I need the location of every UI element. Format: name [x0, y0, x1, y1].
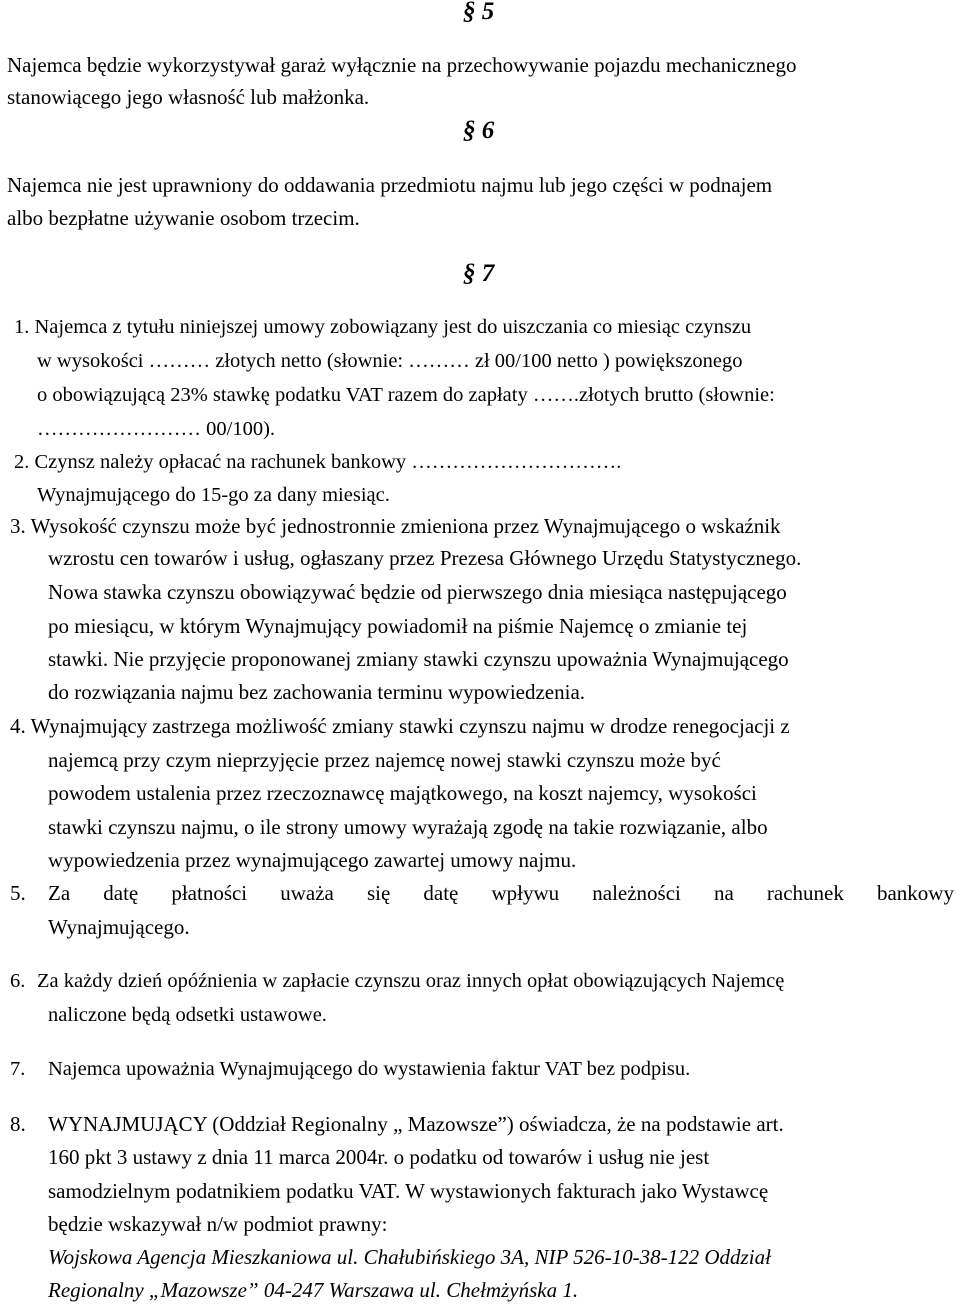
item6-line-2: naliczone będą odsetki ustawowe.: [48, 1004, 327, 1026]
item3-line-4: po miesiącu, w którym Wynajmujący powiadomił na piśmie Najemcę o zmianie tej: [48, 614, 748, 638]
item5-word: na: [713, 881, 734, 905]
item3-line-6: do rozwiązania najmu bez zachowania terminu wypowiedzenia.: [48, 680, 586, 704]
item8-entity-line-2: Regionalny „Mazowsze” 04-247 Warszawa ul. Chełmżyńska 1.: [48, 1278, 579, 1302]
item3-line-2: wzrostu cen towarów i usług, ogłaszany przez Prezesa Głównego Urzędu Statystycznego.: [48, 546, 802, 570]
item8-number: 8.: [10, 1112, 26, 1136]
item4-line-5: wypowiedzenia przez wynajmującego zawartej umowy najmu.: [48, 848, 577, 872]
item4-line-3: powodem ustalenia przez rzeczoznawcę majątkowego, na koszt najemcy, wysokości: [48, 781, 757, 805]
item4-line-4: stawki czynszu najmu, o ile strony umowy wyrażają zgodę na takie rozwiązanie, albo: [48, 815, 768, 839]
item5-word: wpływu: [491, 881, 560, 905]
item5-word: datę: [423, 881, 459, 905]
item6-number: 6.: [10, 970, 26, 992]
section-7-heading: § 7: [463, 260, 495, 287]
item1-line-2: w wysokości ……… złotych netto (słownie: ……… zł 00/100 netto ) powiększonego: [37, 350, 743, 372]
item8-line-1: WYNAJMUJĄCY (Oddział Regionalny „ Mazowsze”) oświadcza, że na podstawie art.: [48, 1112, 784, 1136]
item8-line-3: samodzielnym podatnikiem podatku VAT. W wystawionych fakturach jako Wystawcę: [48, 1179, 769, 1203]
item4-line-1: 4. Wynajmujący zastrzega możliwość zmiany stawki czynszu najmu w drodze renegocjacji z: [10, 714, 790, 738]
item6-line-1: Za każdy dzień opóźnienia w zapłacie czynszu oraz innych opłat obowiązujących Najemcę: [37, 970, 785, 992]
par5-line-1: Najemca będzie wykorzystywał garaż wyłącznie na przechowywanie pojazdu mechanicznego: [7, 53, 797, 77]
item5-word: należności: [592, 881, 681, 905]
item1-line-4: …………………… 00/100).: [37, 418, 276, 440]
item5-word: płatności: [171, 881, 248, 905]
par5-line-2: stanowiącego jego własność lub małżonka.: [7, 85, 370, 109]
item8-line-4: będzie wskazywał n/w podmiot prawny:: [48, 1212, 388, 1236]
item1-line-3: o obowiązującą 23% stawkę podatku VAT razem do zapłaty …….złotych brutto (słownie:: [37, 384, 775, 406]
item3-line-5: stawki. Nie przyjęcie proponowanej zmiany stawki czynszu upoważnia Wynajmującego: [48, 647, 789, 671]
item2-line-2: Wynajmującego do 15-go za dany miesiąc.: [37, 484, 390, 506]
par6-line-1: Najemca nie jest uprawniony do oddawania przedmiotu najmu lub jego części w podnajem: [7, 173, 773, 197]
item8-line-2: 160 pkt 3 ustawy z dnia 11 marca 2004r. o podatku od towarów i usług nie jest: [48, 1145, 710, 1169]
section-6-heading: § 6: [463, 117, 495, 144]
item7-line-1: Najemca upoważnia Wynajmującego do wystawienia faktur VAT bez podpisu.: [48, 1058, 691, 1080]
item5-word: datę: [103, 881, 139, 905]
item8-entity-line-1: Wojskowa Agencja Mieszkaniowa ul. Chałubińskiego 3A, NIP 526-10-38-122 Oddział: [48, 1245, 771, 1269]
item5-word: Za: [48, 881, 71, 905]
section-5-heading: § 5: [463, 0, 495, 25]
item3-line-1: 3. Wysokość czynszu może być jednostronnie zmieniona przez Wynajmującego o wskaźnik: [10, 514, 781, 538]
item4-line-2: najemcą przy czym nieprzyjęcie przez najemcę nowej stawki czynszu może być: [48, 748, 721, 772]
item3-line-3: Nowa stawka czynszu obowiązywać będzie od pierwszego dnia miesiąca następującego: [48, 580, 787, 604]
item5-word: uważa: [280, 881, 334, 905]
item5-line-2: Wynajmującego.: [48, 915, 190, 939]
item5-line-1: [48, 881, 954, 906]
item5-word: bankowy: [876, 881, 954, 905]
item1-line-1: 1. Najemca z tytułu niniejszej umowy zobowiązany jest do uiszczania co miesiąc czynszu: [14, 316, 752, 338]
item5-word: rachunek: [766, 881, 844, 905]
item5-word: się: [366, 881, 391, 905]
item5-number: 5.: [10, 881, 26, 905]
par6-line-2: albo bezpłatne używanie osobom trzecim.: [7, 206, 360, 230]
item2-line-1: 2. Czynsz należy opłacać na rachunek bankowy ………………………….: [14, 451, 622, 473]
item7-number: 7.: [10, 1058, 26, 1080]
